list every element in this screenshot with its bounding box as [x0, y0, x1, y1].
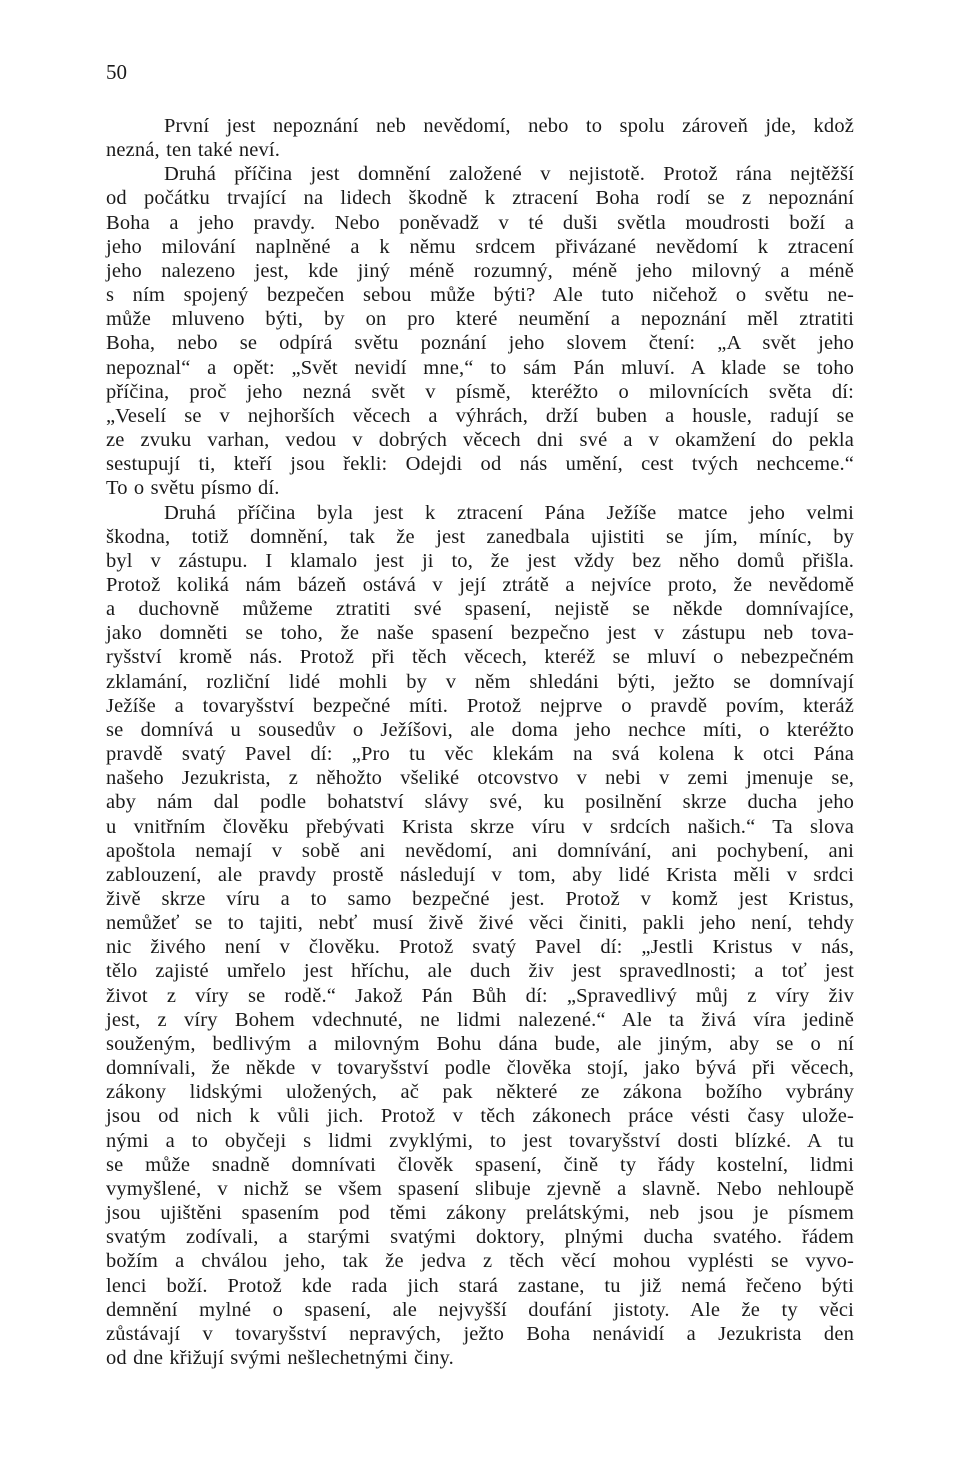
- text-line: svatým zodívali, a starými svatými doktory, plnými ducha svatého. řádem: [106, 1226, 854, 1249]
- text-line: nic živého není v člověku. Protož svatý Pavel dí: „Jestli Kristus v nás,: [106, 936, 854, 959]
- text-line: zablouzení, ale pravdy prostě následují v tom, aby lidé Krista měli v srdci: [106, 863, 854, 886]
- text-line: jeho nalezeno jest, kde jiný méně rozumný, méně jeho milovný a méně: [106, 259, 854, 282]
- text-line: a duchovně můžeme ztratiti své spasení, nejistě se někde domnívajíce,: [106, 598, 854, 621]
- text-line: příčina, proč jeho nezná svět v písmě, kteréžto o milovnících světa dí:: [106, 380, 854, 403]
- text-line: Boha a jeho pravdy. Nebo poněvadž v té duši světla moudrosti boží a: [106, 211, 854, 234]
- text-line: byl v zástupu. I klamalo jest ji to, že jest vždy bez něho domů přišla.: [106, 549, 854, 572]
- text-line: Boha, nebo se odpírá světu poznání jeho slovem čtení: „A svět jeho: [106, 332, 854, 355]
- text-line: ryšství kromě nás. Protož při těch věcech, kteréž se mluví o nebezpečném: [106, 646, 854, 669]
- text-line: aby nám dal podle bohatství slávy své, ku posilnění skrze ducha jeho: [106, 791, 854, 814]
- text-line: pravdě svatý Pavel dí: „Pro tu věc klekám na svá kolena k otci Pána: [106, 743, 854, 766]
- text-line: živě skrze víru a to samo bezpečné jest. Protož v komž jest Kristus,: [106, 888, 854, 910]
- body-text: [106, 114, 854, 1370]
- text-line: u vnitřním člověku přebývati Krista skrze víru v srdcích našich.“ Ta slova: [106, 815, 854, 838]
- text-line: božím a chválou jeho, tak že jedva z těch věcí mohou vyplésti se vyvo-: [106, 1250, 854, 1273]
- page-number: 50: [106, 60, 127, 84]
- text-line: může mluveno býti, by on pro které neumění a nepoznání měl ztratiti: [106, 308, 854, 331]
- text-line: jsou od nich k vůli jich. Protož v těch zákonech práce vésti časy ulože-: [106, 1105, 854, 1128]
- text-line: škodna, totiž domnění, tak že jest zanedbala ujistiti se jím, míníc, by: [106, 525, 854, 548]
- text-line: se domnívá u sousedův o Ježíšovi, ale doma jeho nechce míti, o kteréžto: [106, 718, 854, 741]
- text-line: domnívali, že někde v tovaryšství podle člověka stojí, jako bývá při věcech,: [106, 1057, 854, 1080]
- text-line: život z víry se rodě.“ Jakož Pán Bůh dí: „Spravedlivý můj z víry živ: [106, 984, 854, 1007]
- text-line: zákony lidskými uložených, ač pak některé ze zákona božího vybrány: [106, 1081, 854, 1104]
- text-line: nezná, ten také neví.: [106, 139, 281, 162]
- text-line: ze zvuku varhan, vedou v dobrých věcech dni své a v okamžení do pekla: [106, 429, 854, 452]
- text-line: jsou ujištěni spasením pod těmi zákony prelátskými, neb jsou je písmem: [106, 1202, 854, 1225]
- text-line: Druhá příčina byla jest k ztracení Pána Ježíše matce jeho velmi: [164, 501, 854, 524]
- text-line: apoštola nemají v sobě ani nevědomí, ani domnívání, ani pochybení, ani: [106, 839, 854, 862]
- text-line: zůstávají v tovaryšství nepravých, ježto Boha nenávidí a Jezukrista den: [106, 1322, 854, 1345]
- text-line: jako domněti se toho, že naše spasení bezpečno jest v zástupu neb tova-: [106, 622, 854, 645]
- text-line: První jest nepoznání neb nevědomí, nebo to spolu zároveň jde, kdož: [164, 115, 854, 137]
- text-line: nemůžeť se to tajiti, nebť musí živě živé věci činiti, pakli jeho není, tehdy: [106, 912, 854, 935]
- text-line: sestupují ti, kteří jsou řekli: Odejdi od nás umění, cest tvých nechceme.“: [106, 453, 854, 476]
- text-line: jest, z víry Bohem vdechnuté, ne lidmi nalezené.“ Ale ta živá víra jedině: [106, 1008, 854, 1031]
- text-line: Protož koliká nám bázeň ostává v její ztrátě a nejvíce proto, že nevědomě: [106, 573, 854, 596]
- text-line: Druhá příčina jest domnění založené v nejistotě. Protož rána nejtěžší: [164, 163, 854, 186]
- text-line: od počátku trvající na lidech škodně k ztracení Boha rodí se z nepoznání: [106, 187, 854, 210]
- text-line: souženým, bedlivým a milovným Bohu dána bude, ale jiným, aby se o ní: [106, 1032, 854, 1055]
- text-line: lenci boží. Protož kde rada jich stará zastane, tu již nemá řečeno býti: [106, 1274, 854, 1297]
- text-line: nepoznal“ a opět: „Svět nevidí mne,“ to sám Pán mluví. A klade se toho: [106, 356, 854, 379]
- text-line: Ježíše a tovaryšství bezpečné míti. Protož nejprve o pravdě povím, kteráž: [106, 694, 854, 717]
- text-line: našeho Jezukrista, z něhožto všeliké otcovstvo v nebi v zemi jmenuje se,: [106, 767, 854, 790]
- text-line: od dne křižují svými nešlechetnými činy.: [106, 1346, 454, 1369]
- text-line: demnění mylné o spasení, ale nejvyšší doufání jistoty. Ale že ty věci: [106, 1298, 854, 1321]
- text-line: „Veselí se v nejhorších věcech a výhrách, drží buben a housle, radují se: [106, 404, 854, 427]
- text-line: To o světu písmo dí.: [106, 477, 280, 500]
- text-line: s ním spojený bezpečen sebou může býti? Ale tuto ničehož o světu ne-: [106, 284, 854, 307]
- text-line: se může snadně domnívati člověk spasení, čině ty řády kostelní, lidmi: [106, 1153, 854, 1176]
- text-line: zklamání, rozliční lidé mohli by v něm shledáni býti, ježto se domnívají: [106, 670, 854, 693]
- text-line: vymyšlené, v nichž se všem spasení slibuje zjevně a slavně. Nebo nehloupě: [106, 1177, 854, 1200]
- text-line: nými a to obyčeji s lidmi zvyklými, to jest tovaryšství dosti blízké. A tu: [106, 1129, 854, 1152]
- text-line: tělo zajisté umřelo jest hříchu, ale duch živ jest spravedlnosti; a toť jest: [106, 960, 854, 983]
- text-line: jeho milování naplněné a k němu srdcem přivázané nevědomí k ztracení: [106, 235, 854, 258]
